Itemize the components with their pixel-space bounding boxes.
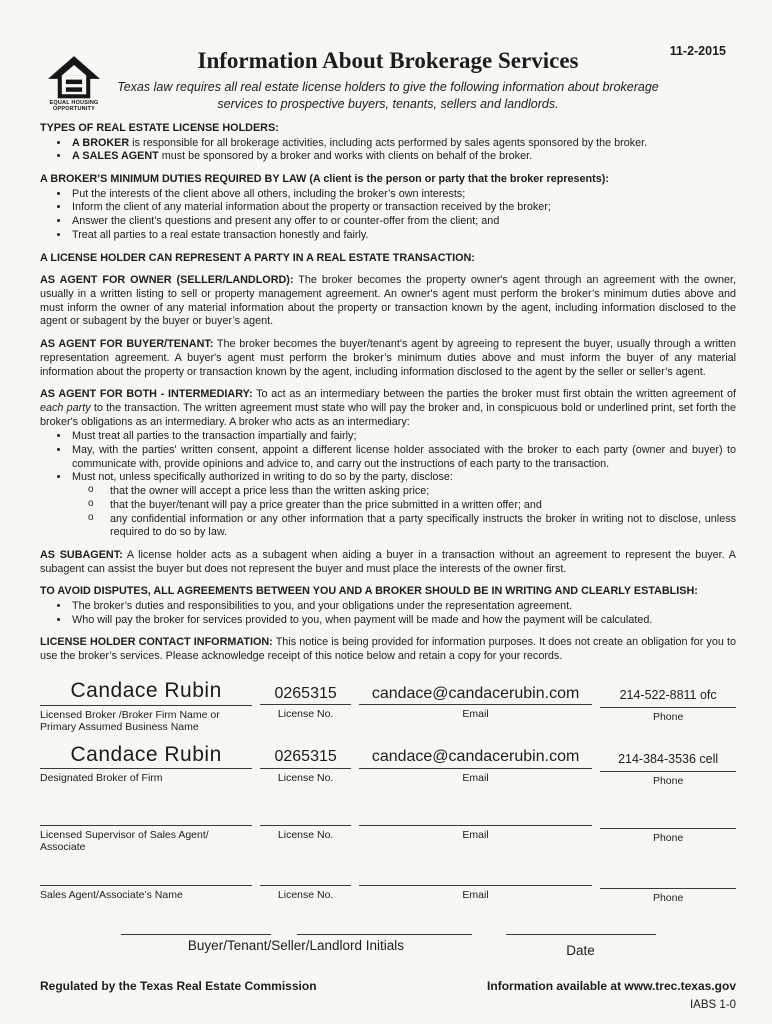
sales-agent-license-field[interactable] [260,855,350,885]
field-label: Sales Agent/Associate’s Name [40,888,183,901]
designated-broker-phone-value: 214-384-3536 cell [618,751,719,766]
designated-broker-email-value: candace@candacerubin.com [371,748,580,766]
field-label: Phone [652,891,684,904]
contact-row-supervisor [40,795,736,853]
contact-row-designated-broker [40,742,736,787]
sales-agent-phone-field[interactable] [600,855,736,888]
paragraph-text: A license holder acts as a subagent when aiding a buyer in a transaction without an agreement to represent the buyer. A subagent can assist the buyer but does not represent the buyer and must place the interests of the owner first. [40,548,736,575]
footer [40,979,736,994]
section-agent-for-owner [40,274,736,329]
bullet-text: Treat all parties to a real estate transaction honestly and fairly. [72,228,369,241]
field-label: License No. [277,771,334,784]
bullet-broker [70,137,736,151]
field-label: License No. [277,828,334,841]
bullet-text: Inform the client of any material information about the property or transaction received by the broker; [72,201,551,214]
italic-phrase: each party [40,401,91,414]
sub-bullet-text: that the buyer/tenant will pay a price greater than the price submitted in a written offer; and [110,498,542,511]
form-number: IABS 1-0 [689,998,736,1011]
page-subtitle: Texas law requires all real estate license holders to give the following information about brokerage services to prospective buyers, tenants, sellers and landlords. [117,80,659,112]
supervisor-email-field[interactable] [359,795,592,825]
sales-agent-email-field[interactable] [359,855,592,885]
paragraph-text: The broker becomes the property owner's agent through an agreement with the owner, usually in a written listing to sell or property management agreement. An owner's agent must perform the broker’s minimum duties above and must inform the owner of any material information about the property or transaction known by the agent, including information disclosed to the agent or subagent by the buyer or buyer’s agent. [40,274,737,328]
contact-row-sales-agent [40,855,736,904]
bullet-duty [70,215,736,229]
bullet-duty [70,229,736,243]
sub-bullet-text: any confidential information or any other information that a party specifically instructs the broker in writing not to disclose, unless required to do so by law. [110,512,736,539]
paragraph-text: To act as an intermediary between the parties the broker must first obtain the written agreement of [252,388,736,401]
field-label: Designated Broker of Firm [40,772,163,785]
section-minimum-duties [40,173,736,243]
broker-name-value: Candace Rubin [70,678,222,702]
section-agent-for-buyer-tenant [40,338,736,379]
bullet-bold-lead: A SALES AGENT [72,150,159,163]
page-title: Information About Brokerage Services [197,48,579,73]
date-field[interactable] [506,920,656,935]
bullet-text: The broker’s duties and responsibilities to you, and your obligations under the representation agreement. [72,600,573,613]
section-avoid-disputes [40,585,736,627]
section-contact-information [40,636,736,663]
sales-agent-name-field[interactable] [40,855,252,885]
logo-text-line1: EQUAL HOUSING [49,100,99,106]
bullet-text: Answer the client’s questions and present any offer to or counter-offer from the client; and [72,215,500,228]
bullet-text: must be sponsored by a broker and works with clients on behalf of the broker. [158,150,533,163]
inline-heading: AS AGENT FOR BUYER/TENANT: [40,338,214,351]
logo-text-line2: OPPORTUNITY [53,106,95,113]
paragraph [40,549,736,576]
sub-bullet-disclosure [86,485,736,499]
field-label: Licensed Supervisor of Sales Agent/ Associate [40,828,209,853]
initials-field-1[interactable] [121,920,271,935]
section-subagent [40,549,736,576]
section-heading: A BROKER’S MINIMUM DUTIES REQUIRED BY LAW (A client is the person or party that the broker represents): [40,173,609,186]
date-block [506,920,656,959]
inline-heading: AS AGENT FOR OWNER (SELLER/LANDLORD): [40,274,294,287]
bullet-text: Must treat all parties to the transaction impartially and fairly; [72,430,357,443]
paragraph-text: This notice is being provided for information purposes. It does not create an obligation for you to use the broker’s services. Please acknowledge receipt of this notice below and retain a copy for your records. [40,636,736,663]
field-label: Phone [652,710,684,723]
form-revision-date: 11-2-2015 [669,44,726,58]
supervisor-license-field[interactable] [260,795,350,825]
field-label: Email [462,771,489,784]
field-label: License No. [277,707,334,720]
regulator-note: Regulated by the Texas Real Estate Commission [40,978,317,993]
paragraph [40,338,736,379]
designated-broker-license-value: 0265315 [274,748,337,766]
section-heading: TO AVOID DISPUTES, ALL AGREEMENTS BETWEEN YOU AND A BROKER SHOULD BE IN WRITING AND CLEARLY ESTABLISH: [40,585,698,598]
supervisor-name-field[interactable] [40,795,252,825]
sub-bullet-disclosure [86,499,736,513]
paragraph [40,388,736,429]
broker-phone-value: 214-522-8811 ofc [619,687,717,702]
field-label: Email [462,828,489,841]
bullet-intermediary [70,430,736,444]
field-label: Licensed Broker /Broker Firm Name or Primary Assumed Business Name [40,708,220,733]
broker-email-value: candace@candacerubin.com [371,684,580,702]
section-represent-party [40,252,736,266]
info-url-note: Information available at www.trec.texas.gov [487,978,736,993]
bullet-text: Put the interests of the client above all others, including the broker’s own interests; [72,187,466,200]
acknowledgment-row [40,920,736,959]
paragraph-text: The broker becomes the buyer/tenant's agent by agreeing to represent the buyer, usually through a written representation agreement. A buyer's agent must perform the broker’s minimum duties above and must inform the buyer of any material information about the property or transaction known by the agent, including information disclosed to the agent by the seller or seller’s agent. [40,338,737,378]
initials-label: Buyer/Tenant/Seller/Landlord Initials [187,937,405,953]
section-types-of-license-holders [40,122,736,164]
bullet-duty [70,188,736,202]
bullet-text: May, with the parties' written consent, appoint a different license holder associated with the broker to each party (owner and buyer) to communicate with, provide opinions and advice to, and carry out the instructions of each party to the transaction. [72,444,736,470]
bullet-text: is responsible for all brokerage activities, including acts performed by sales agents sponsored by the broker. [129,136,648,149]
bullet-agreement [70,600,736,614]
equal-housing-opportunity-logo [42,56,106,112]
bullet-text: Who will pay the broker for services provided to you, when payment will be made and how the payment will be calculated. [72,613,653,626]
broker-license-value: 0265315 [274,684,337,702]
bullet-text: Must not, unless specifically authorized in writing to do so by the party, disclose: [72,471,453,484]
equal-housing-house-icon [48,56,100,100]
paragraph [40,274,736,329]
inline-heading: AS SUBAGENT: [40,548,123,561]
field-label: Email [462,707,489,720]
bullet-sales-agent [70,150,736,164]
paragraph [40,636,736,663]
field-label: Email [462,888,489,901]
section-intermediary [40,388,736,540]
inline-heading: AS AGENT FOR BOTH - INTERMEDIARY: [40,388,253,401]
bullet-bold-lead: A BROKER [72,136,130,149]
contact-row-licensed-broker [40,678,736,733]
supervisor-phone-field[interactable] [600,795,736,828]
bullet-agreement [70,614,736,628]
field-label: Phone [652,831,684,844]
bullet-duty [70,201,736,215]
inline-heading: LICENSE HOLDER CONTACT INFORMATION: [40,636,273,649]
bullet-intermediary [70,444,736,471]
section-heading: A LICENSE HOLDER CAN REPRESENT A PARTY IN A REAL ESTATE TRANSACTION: [40,251,475,264]
sub-bullet-text: that the owner will accept a price less than the written asking price; [110,485,430,498]
initials-field-2[interactable] [297,920,472,935]
field-label: Phone [652,774,684,787]
date-label: Date [566,942,595,958]
contact-table [40,678,736,959]
designated-broker-name-value: Candace Rubin [70,742,222,766]
initials-block [121,920,472,959]
section-heading: TYPES OF REAL ESTATE LICENSE HOLDERS: [40,121,279,134]
sub-bullet-disclosure [86,513,736,540]
field-label: License No. [277,888,334,901]
bullet-intermediary [70,471,736,540]
paragraph-text: to the transaction. The written agreement must state who will pay the broker and, in conspicuous bold or underlined print, set forth the broker's obligations as an intermediary. A broker who acts as an intermediary: [40,401,736,428]
